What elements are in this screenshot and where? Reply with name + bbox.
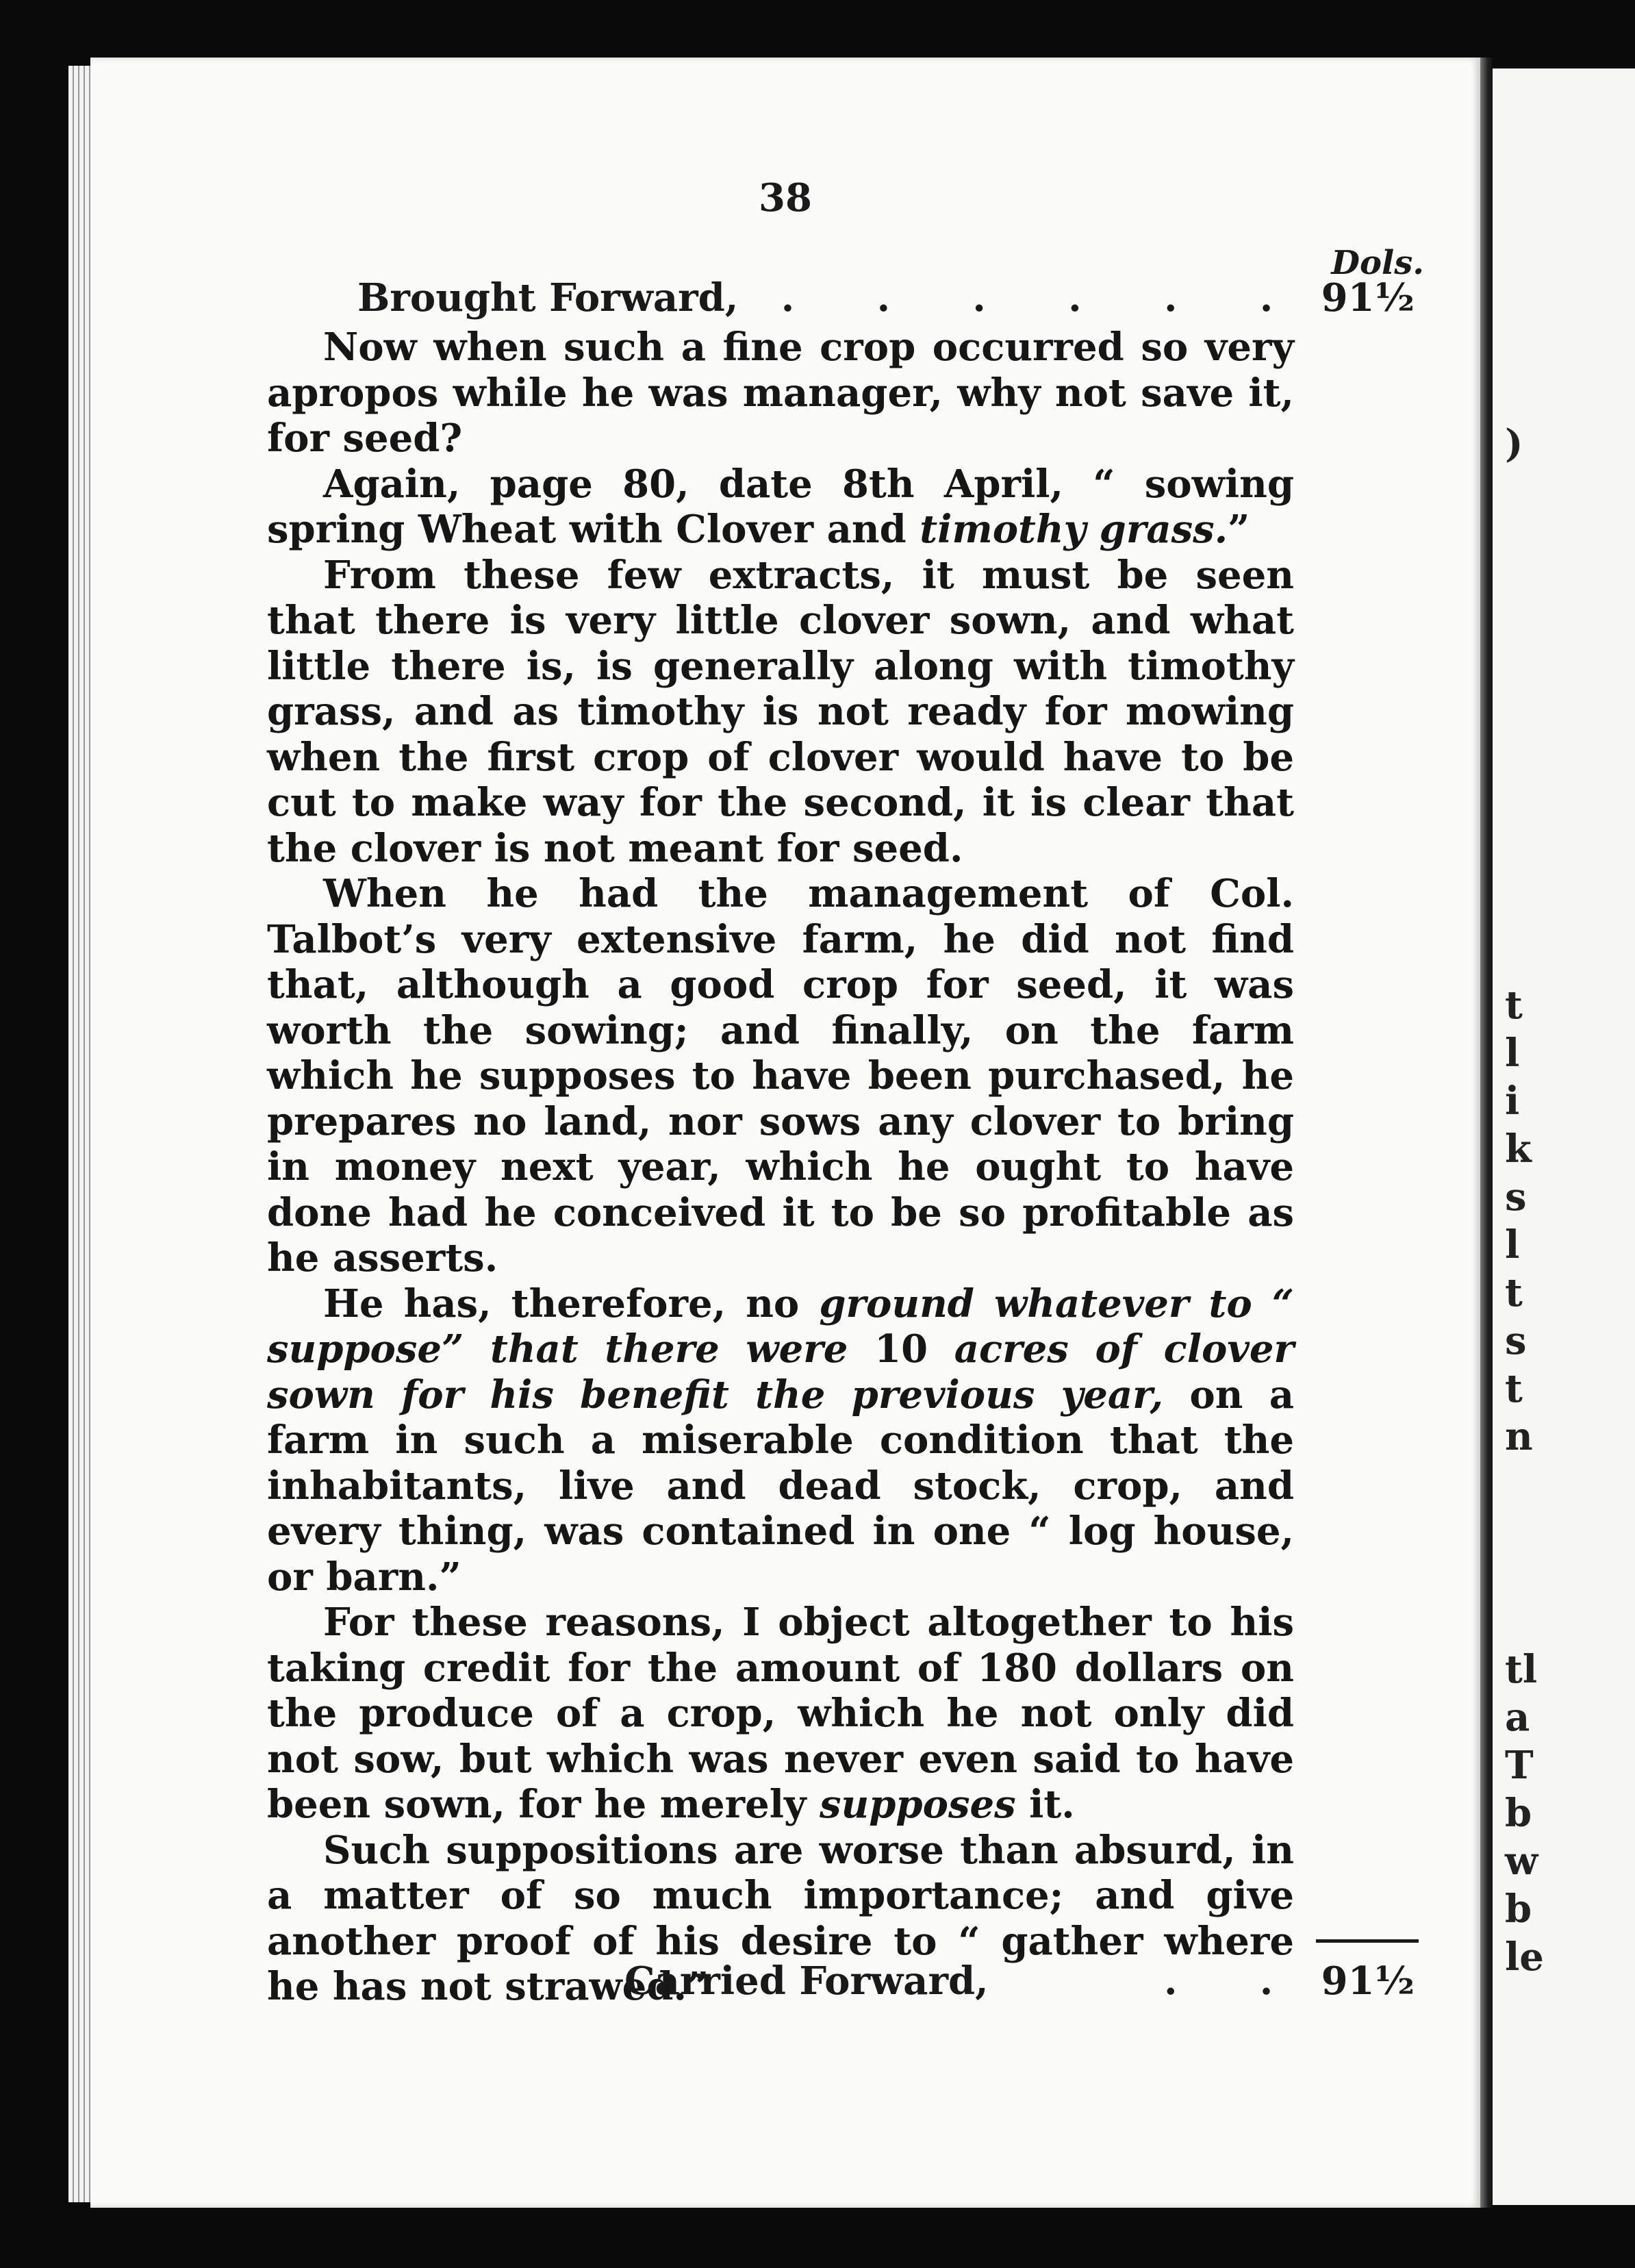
italic-text-segment: timothy grass. — [920, 507, 1228, 552]
facing-page-fragment: t — [1505, 983, 1523, 1028]
sum-rule — [1316, 1939, 1419, 1943]
facing-page-fragment: i — [1505, 1079, 1520, 1124]
facing-page-fragment: T — [1505, 1743, 1534, 1788]
text-segment: When he had the management of Col. Talbot’s very extensive farm, he did not find that, although a good crop for seed, it was worth the sowing; and finally, on the farm which he supposes to have been purchased, he prepares no land, nor sows any clover to bring in money next year, which he ought to have done had he conceived it to be so profitable as he asserts. — [267, 871, 1294, 1281]
facing-page-fragment: l — [1505, 1031, 1520, 1076]
paragraph — [267, 1281, 1294, 1600]
text-segment: on a farm in such a miserable condition that the inhabitants, live and dead stock, crop, and every thing, was contained in one “ log house, or barn.” — [267, 1372, 1295, 1600]
italic-text-segment: acres of clover sown for his benefit the previous year, — [267, 1326, 1295, 1418]
facing-page-fragment: tl — [1505, 1647, 1538, 1692]
brought-forward-line — [357, 275, 1415, 320]
book-gutter — [1480, 58, 1493, 2208]
facing-page-fragment: s — [1505, 1318, 1527, 1363]
text-segment: 10 — [848, 1326, 954, 1372]
text-segment: He has, therefore, no — [323, 1281, 820, 1326]
facing-page-fragment: w — [1505, 1839, 1538, 1884]
text-segment: For these reasons, I object altogether to his taking credit for the amount of 180 dollars on the produce of a crop, which he not only did not sow, but which was never even said to have been sown, for he merely — [267, 1600, 1294, 1827]
text-segment: Again, page 80, date 8th April, “ sowing spring Wheat with Clover and — [267, 461, 1294, 552]
facing-page-fragment: le — [1505, 1935, 1544, 1980]
text-segment: ” — [1228, 507, 1250, 552]
carried-forward-line — [624, 1958, 1415, 2004]
paragraph — [267, 1600, 1294, 1828]
italic-text-segment: ground whatever to “ suppose” that there were — [267, 1281, 1294, 1372]
facing-page-fragment: l — [1505, 1222, 1520, 1268]
facing-page-fragment: n — [1505, 1414, 1533, 1459]
page-number: 38 — [759, 175, 812, 220]
carried-forward-amount: 91½ — [1321, 1958, 1415, 2004]
paragraph — [267, 325, 1294, 462]
facing-page-fragment: k — [1505, 1126, 1532, 1172]
facing-page-fragment: t — [1505, 1366, 1523, 1411]
text-segment: it. — [1015, 1782, 1075, 1827]
paragraph — [267, 871, 1294, 1281]
facing-page-fragment: s — [1505, 1174, 1527, 1220]
brought-forward-leader-dots: . . . . . . — [781, 275, 1308, 320]
italic-text-segment: supposes — [820, 1782, 1016, 1827]
text-segment: Such suppositions are worse than absurd, in a matter of so much importance; and give another proof of his desire to “ gather where he has not strawed.” — [267, 1827, 1294, 2009]
facing-page-edge — [1493, 68, 1635, 2205]
text-segment: Now when such a fine crop occurred so very apropos while he was manager, why not save it, for seed? — [267, 325, 1294, 461]
paragraph — [267, 462, 1294, 553]
carried-forward-leader-dots: . . — [1163, 1958, 1308, 2004]
facing-page-fragment: b — [1505, 1791, 1532, 1836]
facing-page-fragment: ) — [1505, 421, 1523, 466]
brought-forward-label: Brought Forward, — [357, 275, 739, 320]
body-text — [267, 325, 1294, 2010]
carried-forward-label: Carried Forward, — [624, 1958, 989, 2004]
facing-page-fragment: a — [1505, 1695, 1530, 1740]
facing-page-fragment: b — [1505, 1887, 1532, 1932]
brought-forward-amount: 91½ — [1321, 275, 1415, 320]
book-page — [90, 58, 1480, 2208]
paragraph — [267, 553, 1294, 872]
facing-page-fragment: t — [1505, 1270, 1523, 1315]
page-edge-stack — [68, 66, 90, 2202]
currency-column-heading: Dols. — [1331, 244, 1424, 282]
text-segment: From these few extracts, it must be seen that there is very little clover sown, and what little there is, is generally along with timothy grass, and as timothy is not ready for mowing when the first crop of clover would have to be cut to make way for the second, it is clear that the clover is not meant for seed. — [267, 552, 1294, 871]
